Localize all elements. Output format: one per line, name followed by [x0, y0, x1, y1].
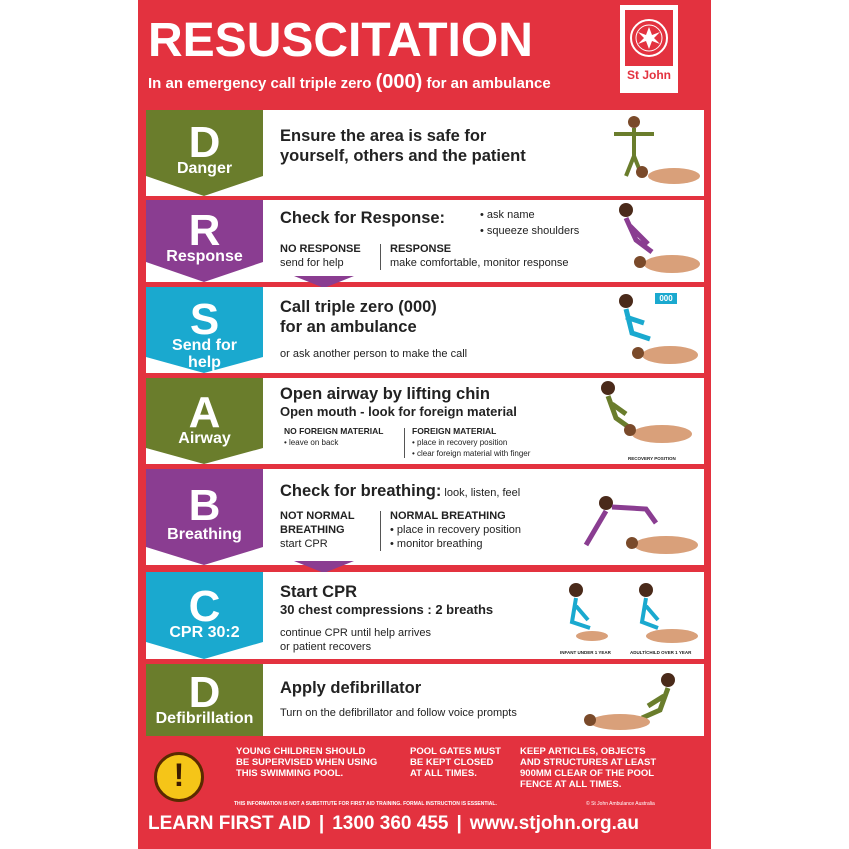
breathing-heading: Check for breathing: — [280, 482, 442, 500]
response-heading: Check for Response: — [280, 209, 446, 227]
step-airway — [146, 378, 704, 464]
warning-gates — [410, 746, 501, 779]
normal-breathing-text-2: • monitor breathing — [390, 538, 483, 550]
subtitle-text: In an emergency call triple zero — [148, 75, 376, 92]
step-letter: D — [188, 668, 221, 717]
send-illustration — [596, 289, 702, 371]
warning-objects-line-2: AND STRUCTURES AT LEAST — [520, 757, 657, 768]
send-line-3: or ask another person to make the call — [280, 348, 468, 360]
warning-symbol: ! — [173, 757, 185, 793]
step-defibrillation — [146, 664, 704, 736]
response-bullet-1: • ask name — [480, 209, 535, 221]
response-bullet-2: • squeeze shoulders — [480, 225, 580, 237]
warning-objects-line-1: KEEP ARTICLES, OBJECTS — [520, 746, 646, 757]
normal-breathing-text-1: • place in recovery position — [390, 524, 522, 536]
footer-separator: | — [318, 813, 325, 834]
step-danger — [146, 110, 704, 196]
step-word: Breathing — [167, 526, 242, 543]
footer — [148, 813, 688, 835]
airway-divider — [404, 428, 405, 458]
step-word: Defibrillation — [155, 710, 254, 727]
response-yes-heading: RESPONSE — [390, 243, 452, 255]
step-letter: C — [188, 582, 221, 631]
footer-learn-first-aid: LEARN FIRST AID — [148, 813, 311, 834]
footer-phone: 1300 360 455 — [332, 813, 449, 834]
warning-gates-line-1: POOL GATES MUST — [410, 746, 501, 757]
adult-child-caption: ADULT/CHILD OVER 1 YEAR — [630, 650, 692, 655]
recovery-position-caption: RECOVERY POSITION — [628, 456, 676, 461]
step-word-line-1: Send for — [172, 337, 237, 354]
step-letter: D — [188, 118, 221, 167]
phone-000-label: 000 — [655, 293, 677, 304]
airway-line-2: Open mouth - look for foreign material — [280, 404, 517, 419]
danger-line-2: yourself, others and the patient — [280, 147, 526, 165]
step-letter: A — [188, 388, 221, 437]
footer-separator: | — [456, 813, 462, 834]
warning-children-line-2: BE SUPERVISED WHEN USING — [236, 757, 378, 768]
step-word: Response — [166, 248, 243, 265]
warning-objects — [520, 746, 656, 790]
response-yes-text: make comfortable, monitor response — [390, 257, 569, 269]
defib-line-1: Apply defibrillator — [280, 679, 422, 697]
disclaimer: THIS INFORMATION IS NOT A SUBSTITUTE FOR FIRST AID TRAINING. FORMAL INSTRUCTION IS ESSENTIAL. — [234, 801, 497, 807]
cpr-line-2: 30 chest compressions : 2 breaths — [280, 602, 494, 617]
step-letter: R — [188, 206, 221, 255]
no-response-text: send for help — [280, 257, 344, 269]
cpr-line-1: Start CPR — [280, 583, 358, 601]
cpr-illustration — [546, 576, 702, 648]
response-illustration — [596, 200, 702, 280]
warning-children-line-3: THIS SWIMMING POOL. — [236, 768, 344, 779]
not-normal-breathing-heading-1: NOT NORMAL — [280, 510, 355, 522]
response-divider — [380, 244, 381, 270]
airway-illustration — [586, 378, 702, 454]
footer-url: www.stjohn.org.au — [469, 813, 640, 834]
defib-illustration — [576, 666, 702, 734]
airway-line-1: Open airway by lifting chin — [280, 385, 490, 403]
step-response — [146, 200, 704, 282]
send-line-1: Call triple zero (000) — [280, 298, 437, 316]
poster-title: RESUSCITATION — [148, 14, 533, 67]
foreign-material-text-2: • clear foreign material with finger — [412, 449, 531, 458]
breathing-heading-rest: look, listen, feel — [441, 487, 521, 499]
st-john-logo — [620, 5, 678, 93]
infant-caption: INFANT UNDER 1 YEAR — [560, 650, 611, 655]
warning-gates-line-3: AT ALL TIMES. — [410, 768, 477, 779]
defib-line-2: Turn on the defibrillator and follow voice prompts — [280, 707, 517, 719]
step-word: Danger — [176, 160, 233, 177]
warning-children-line-1: YOUNG CHILDREN SHOULD — [236, 746, 366, 757]
cpr-line-4: or patient recovers — [280, 641, 372, 653]
no-foreign-material-text: • leave on back — [284, 438, 339, 447]
copyright: © St John Ambulance Australia — [586, 801, 655, 807]
step-letter: B — [188, 481, 221, 530]
breathing-divider — [380, 511, 381, 551]
pool-safety-section — [138, 740, 711, 849]
step-send-for-help — [146, 287, 704, 373]
step-cpr — [146, 572, 704, 659]
danger-illustration — [594, 112, 702, 194]
danger-line-1: Ensure the area is safe for — [280, 127, 487, 145]
resuscitation-poster — [138, 0, 711, 849]
poster-subtitle — [148, 72, 588, 94]
step-word: CPR 30:2 — [169, 624, 240, 641]
send-line-2: for an ambulance — [280, 318, 417, 336]
no-response-heading: NO RESPONSE — [280, 243, 361, 255]
st-john-cross-emblem — [625, 10, 673, 66]
logo-text: St John — [627, 68, 671, 82]
not-normal-breathing-heading-2: BREATHING — [280, 524, 345, 536]
step-word-line-2: help — [188, 354, 221, 371]
normal-breathing-heading: NORMAL BREATHING — [390, 510, 506, 522]
foreign-material-text-1: • place in recovery position — [412, 438, 508, 447]
step-letter: S — [189, 295, 220, 344]
warning-objects-line-4: FENCE AT ALL TIMES. — [520, 779, 622, 790]
step-breathing — [146, 469, 704, 565]
subtitle-triple-zero: (000) — [375, 71, 423, 93]
step-word: Airway — [178, 430, 231, 447]
warning-objects-line-3: 900MM CLEAR OF THE POOL — [520, 768, 655, 779]
not-normal-breathing-text: start CPR — [280, 538, 328, 550]
no-foreign-material-heading: NO FOREIGN MATERIAL — [284, 426, 384, 436]
foreign-material-heading: FOREIGN MATERIAL — [412, 426, 497, 436]
breathing-illustration — [566, 473, 702, 559]
subtitle-text-end: for an ambulance — [422, 75, 551, 92]
cpr-line-3: continue CPR until help arrives — [280, 627, 432, 639]
warning-gates-line-2: BE KEPT CLOSED — [410, 757, 494, 768]
breathing-heading-row — [280, 481, 520, 501]
warning-children — [236, 746, 377, 779]
warning-icon — [154, 752, 204, 802]
